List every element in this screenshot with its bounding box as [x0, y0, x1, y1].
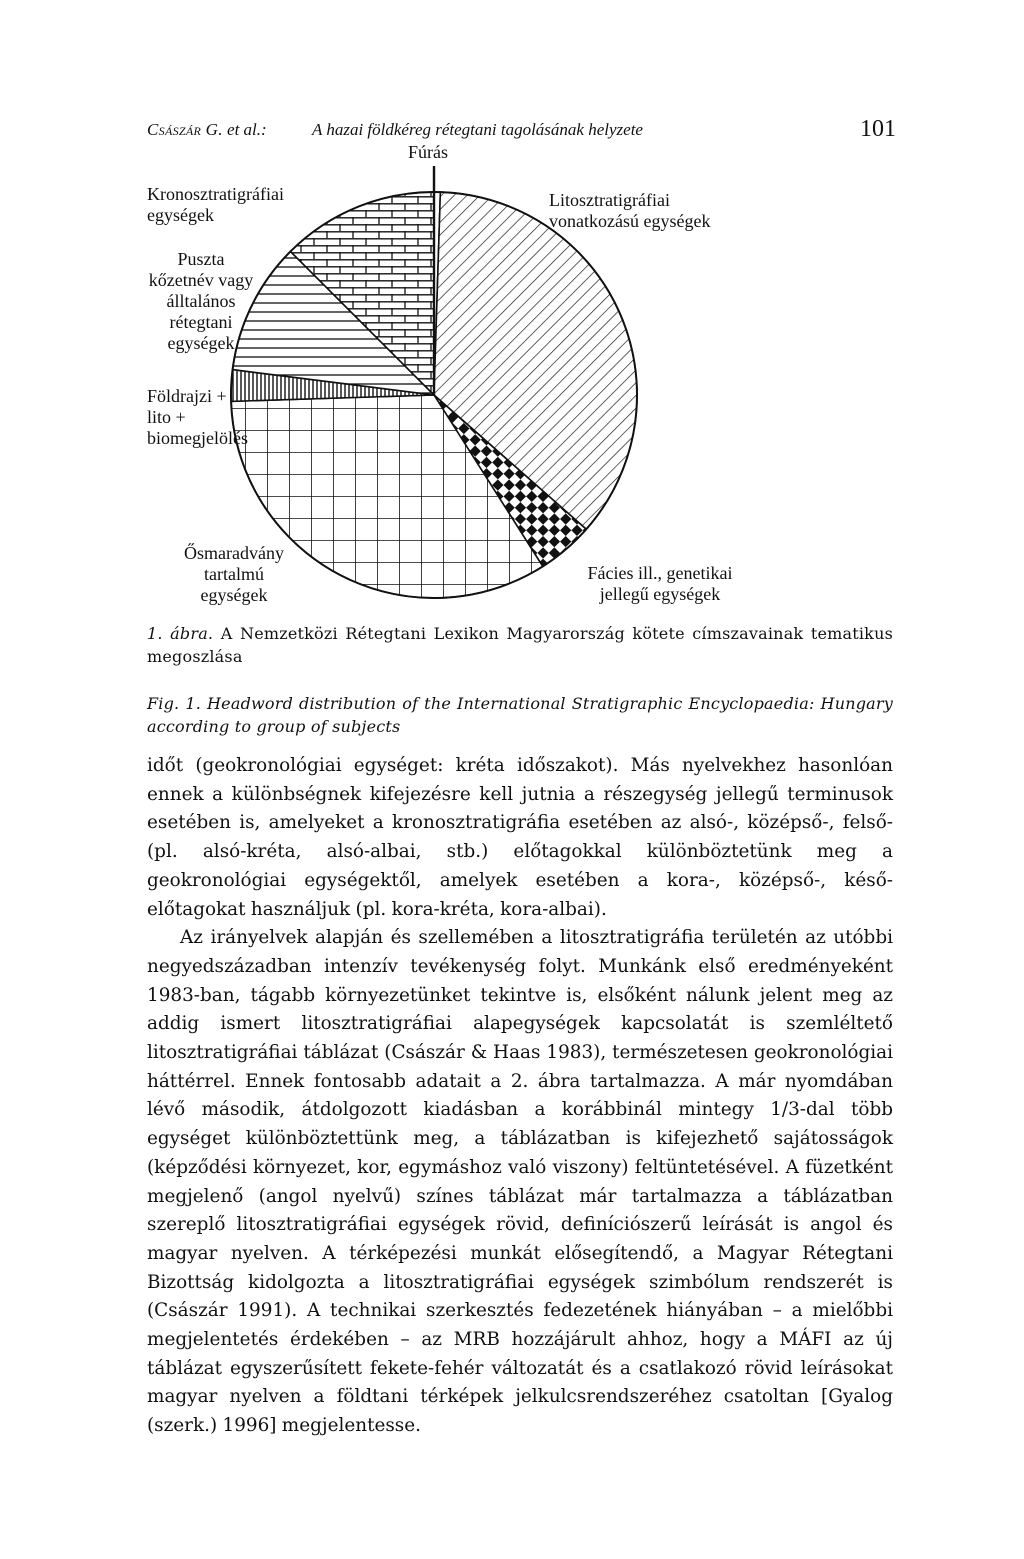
- figure-caption-en: Fig. 1. Headword distribution of the International Stratigraphic Encyclopaedia: Hungary according to group of subjects: [147, 694, 893, 736]
- label-furas: Fúrás: [408, 142, 448, 162]
- body-text: [147, 752, 893, 1441]
- paragraph-1: időt (geokronológiai egységet: kréta időszakot). Más nyelvekhez hasonlóan ennek a különbségnek kifejezésre kell jutnia a részegység jellegű terminusok esetében is, amelyeket a kronosztratigráfia esetében az alsó-, középső-, felső- (pl. alsó-kréta, alsó-albai, stb.) előtagokkal különböztetünk meg a geokronológiai egységektől, amelyek esetében a kora-, középső-, késő- előtagokat használjuk (pl. kora-kréta, kora-albai).: [147, 755, 893, 920]
- figure-caption-hu: 1. ábra. A Nemzetközi Rétegtani Lexikon Magyarország kötete címszavainak tematikus megoszlása: [147, 624, 893, 666]
- label-osmaradvany: Ősmaradvány tartalmú egységek: [184, 543, 284, 605]
- header-title: A hazai földkéreg rétegtani tagolásának helyzete: [312, 120, 643, 139]
- header-authors: Császár G. et al.:: [147, 120, 267, 139]
- label-foldrajzi: Földrajzi + lito + biomegjelölés: [147, 386, 248, 448]
- pie-figure: [0, 140, 1024, 620]
- label-facies: Fácies ill., genetikai jellegű egységek: [587, 563, 733, 604]
- paragraph-2: Az irányelvek alapján és szellemében a litosztratigráfia területén az utóbbi negyedszázadban intenzív tevékenység folyt. Munkánk első eredményeként 1983-ban, tágabb környezetünket tekintve is, elsőként nálunk jelent meg az addig ismert litosztratigráfiai alapegységek kapcsolatát is szemléltető litosztratigráfiai táblázat (Császár & Haas 1983), természetesen geokronológiai háttérrel. Ennek fontosabb adatait a 2. ábra tartalmazza. A már nyomdában lévő második, átdolgozott kiadásban a korábbinál mintegy 1/3-dal több egységet különböztettünk meg, a táblázatban is kifejezhető sajátosságok (képződési környezet, kor, egymáshoz való viszony) feltüntetésével. A füzetként megjelenő (angol nyelvű) színes táblázat már tartalmazza a táblázatban szereplő litosztratigráfiai egységek rövid, definíciószerű leírását is angol és magyar nyelven. A térképezési munkát elősegítendő, a Magyar Rétegtani Bizottság kidolgozta a litosztratigráfiai egységek szimbólum rendszerét is (Császár 1991). A technikai szerkesztés fedezetének hiányában – a mielőbbi megjelentetés érdekében – az MRB hozzájárult ahhoz, hogy a MÁFI az új táblázat egyszerűsített fekete-fehér változatát és a csatlakozó rövid leírásokat magyar nyelven a földtani térképek jelkulcsrendszeréhez csatoltan [Gyalog (szerk.) 1996] megjelentesse.: [147, 927, 893, 1437]
- page-number: 101: [860, 116, 896, 142]
- label-puszta: Puszta kőzetnév vagy álltalános rétegtani egységek: [148, 249, 254, 353]
- label-krono: Kronosztratigráfiai egységek: [147, 184, 284, 225]
- label-lito: Litosztratigráfiai vonatkozású egységek: [549, 190, 711, 231]
